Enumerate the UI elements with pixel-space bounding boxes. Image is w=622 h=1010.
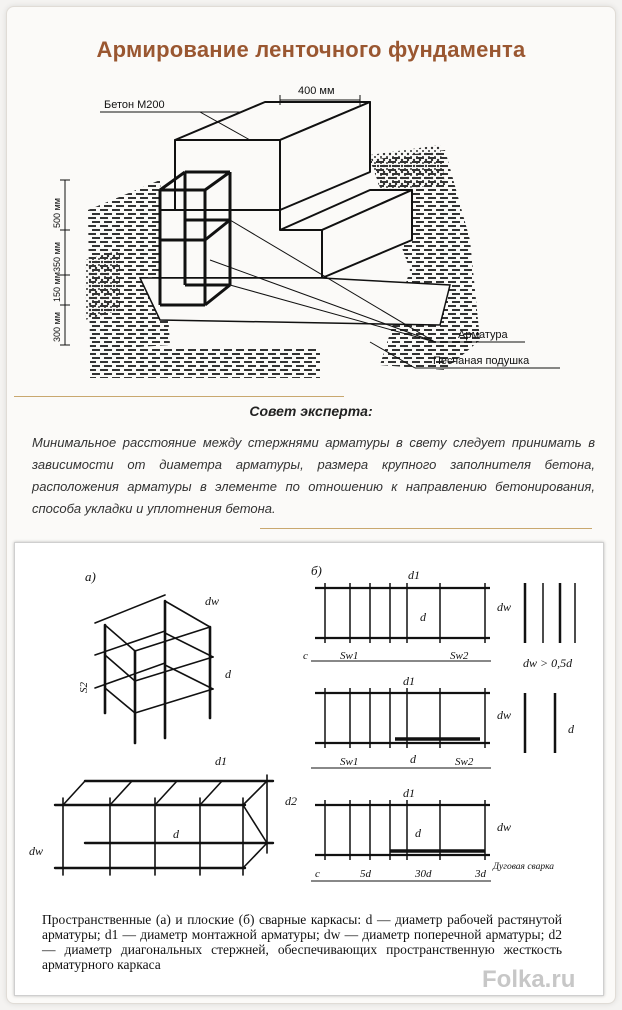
label-d-b3: d (415, 826, 421, 840)
dim-350: 350 мм (52, 242, 62, 272)
label-dw-a2: dw (29, 844, 44, 858)
label-d-b2: d (410, 752, 416, 766)
foundation-diagram (40, 80, 580, 390)
label-30d: 30d (415, 868, 432, 880)
label-dw-rule: dw > 0,5d (523, 656, 573, 670)
page-title: Армирование ленточного фундамента (96, 37, 526, 62)
label-dw-a: dw (205, 594, 220, 608)
label-rebar: Арматура (458, 329, 508, 341)
label-d1-b3: d1 (403, 786, 415, 800)
label-d1-b2: d1 (403, 674, 415, 688)
label-arc-weld: Дуговая сварка (493, 862, 555, 872)
label-3d: 3d (475, 868, 486, 880)
spatial-cage-lower (55, 775, 273, 875)
label-dw-b2: dw (497, 708, 512, 722)
flat-frame-3 (311, 800, 491, 881)
label-5d: 5d (360, 868, 371, 880)
label-d-sec: d (568, 722, 574, 736)
label-dw-b3: dw (497, 820, 512, 834)
spatial-cage-upper (95, 595, 213, 743)
watermark: Folka.ru (482, 966, 576, 993)
divider-top (14, 396, 344, 397)
label-d-a: d (225, 667, 231, 681)
divider-bottom (260, 528, 592, 529)
label-d1-a: d1 (215, 754, 227, 768)
label-s2: S2 (78, 682, 90, 693)
label-c-b3: c (315, 868, 320, 880)
label-sw2-b2: Sw2 (455, 756, 474, 768)
expert-text: Минимальное расстояние между стержнями арматуры в свету следует принимать в зависимости от диаметра арматуры, размера крупного заполнителя бетона, расположения арматуры в элементе по отношению к направлению бетонирования, способа укладки и уплотнения бетона. (32, 435, 595, 516)
dim-150: 150 мм (52, 272, 62, 302)
label-sand: Песчаная подушка (433, 355, 530, 367)
figure-caption: Пространственные (а) и плоские (б) сварные каркасы: d — диаметр рабочей растянутой арматуры; d1 — диаметр монтажной арматуры; dw — диаметр поперечной арматуры; d2 — диаметр диагональных стержней, обеспечивающих пространственную жесткость арматурного каркаса (42, 912, 562, 972)
panel-a-label: а) (85, 569, 96, 584)
label-d1-b1: d1 (408, 568, 420, 582)
label-width: 400 мм (298, 85, 335, 97)
panel-b-label: б) (311, 563, 322, 578)
label-d2-a: d2 (285, 794, 297, 808)
expert-heading: Совет эксперта: (249, 403, 373, 419)
label-sw1-b2: Sw1 (340, 756, 359, 768)
label-d-a2: d (173, 827, 179, 841)
dim-300: 300 мм (52, 312, 62, 342)
label-d-b1: d (420, 610, 426, 624)
label-c-b1: c (303, 650, 308, 662)
label-sw1-b1: Sw1 (340, 650, 359, 662)
label-sw2-b1: Sw2 (450, 650, 469, 662)
label-concrete: Бетон М200 (104, 99, 165, 111)
label-dw-b1: dw (497, 600, 512, 614)
dim-500: 500 мм (52, 198, 62, 228)
